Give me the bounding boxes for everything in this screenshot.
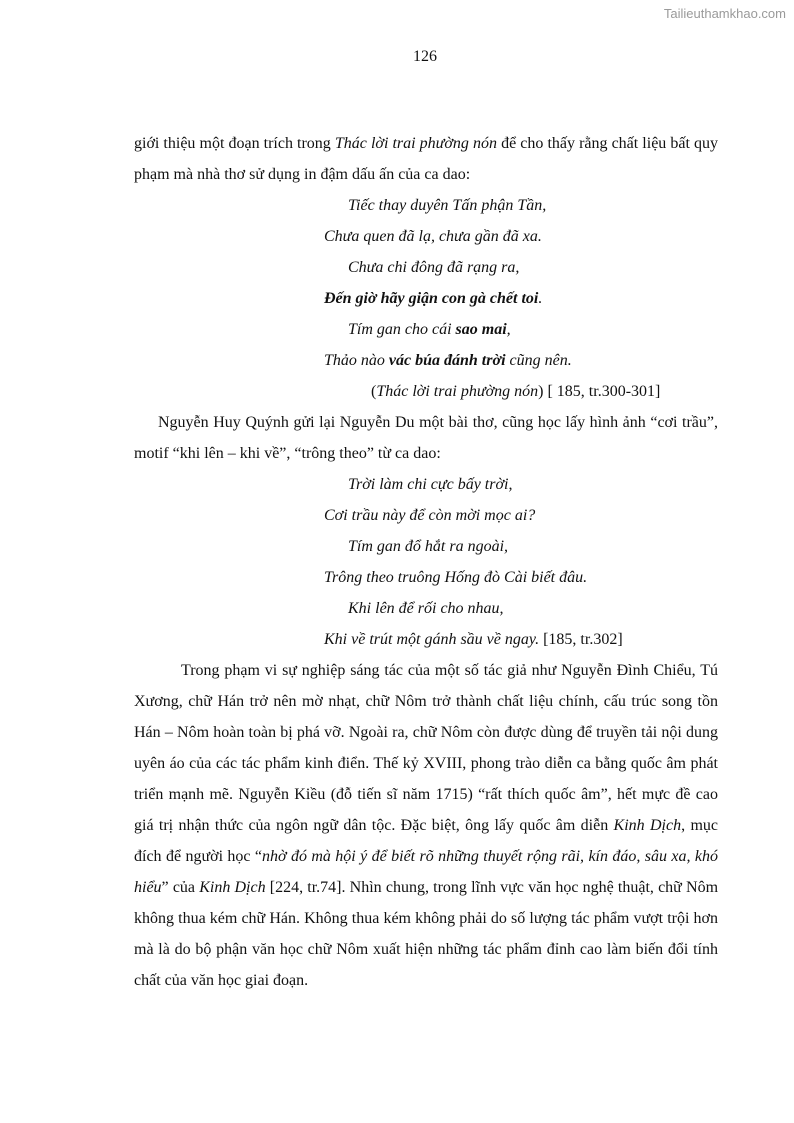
verse-line: Tím gan đổ hắt ra ngoài, xyxy=(348,538,509,555)
poem-citation: [185, tr.302] xyxy=(539,631,623,648)
poem-excerpt-2 xyxy=(324,469,718,655)
paragraph-nguyen-huy-quynh: Nguyễn Huy Quýnh gửi lại Nguyễn Du một bài thơ, cũng học lấy hình ảnh “cơi trầu”, motif “khi lên – khi về”, “trông theo” từ ca dao: xyxy=(134,414,718,462)
page-body xyxy=(134,128,718,996)
verse-line: Chưa quen đã lạ, chưa gần đã xa. xyxy=(324,228,542,245)
page-number: 126 xyxy=(413,48,437,65)
verse-line: Trông theo truông Hống đò Cài biết đâu. xyxy=(324,569,588,586)
verse-line: Tiếc thay duyên Tấn phận Tần, xyxy=(348,197,547,214)
verse-line: Khi về trút một gánh sầu về ngay. [185, tr.302] xyxy=(324,631,623,648)
verse-line: Chưa chi đông đã rạng ra, xyxy=(348,259,520,276)
poem-source-citation: (Thác lời trai phường nón) [ 185, tr.300-301] xyxy=(371,383,661,400)
verse-line: Trời làm chi cực bấy trời, xyxy=(348,476,513,493)
work-title: Thác lời trai phường nón xyxy=(334,135,498,152)
poem-excerpt-1 xyxy=(324,190,718,407)
verse-line: Thảo nào vác búa đánh trời cũng nên. xyxy=(324,352,572,369)
watermark: Tailieuthamkhao.com xyxy=(663,6,786,21)
verse-line: Tím gan cho cái sao mai, xyxy=(348,321,511,338)
paragraph-chu-nom: Trong phạm vi sự nghiệp sáng tác của một số tác giả như Nguyễn Đình Chiểu, Tú Xương, chữ Hán trở nên mờ nhạt, chữ Nôm trở thành chất liệu chính, cấu trúc song tồn Hán – Nôm hoàn toàn bị phá vỡ. Ngoài ra, chữ Nôm còn được dùng để truyền tải nội dung uyên áo của các tác phẩm kinh điển. Thế kỷ XVIII, phong trào diễn ca bằng quốc âm phát triển mạnh mẽ. Nguyễn Kiều (đỗ tiến sĩ năm 1715) “rất thích quốc âm”, hết mực đề cao giá trị nhận thức của ngôn ngữ dân tộc. Đặc biệt, ông lấy quốc âm diễn Kinh Dịch, mục đích để người học “nhờ đó mà hội ý để biết rõ những thuyết rộng rãi, kín đáo, sâu xa, khó hiểu” của Kinh Dịch [224, tr.74]. Nhìn chung, trong lĩnh vực văn học nghệ thuật, chữ Nôm không thua kém chữ Hán. Không thua kém không phải do số lượng tác phẩm vượt trội hơn mà là do bộ phận văn học chữ Nôm xuất hiện những tác phẩm đỉnh cao làm biến đổi tính chất của văn học giai đoạn. xyxy=(134,662,719,989)
verse-line: Khi lên để rối cho nhau, xyxy=(348,600,504,617)
verse-line: Đến giờ hãy giận con gà chết toi. xyxy=(324,290,543,307)
paragraph-intro: giới thiệu một đoạn trích trong Thác lời trai phường nón để cho thấy rằng chất liệu bất quy phạm mà nhà thơ sử dụng in đậm dấu ấn của ca dao: xyxy=(134,135,718,183)
verse-line: Cơi trầu này để còn mời mọc ai? xyxy=(324,507,536,524)
